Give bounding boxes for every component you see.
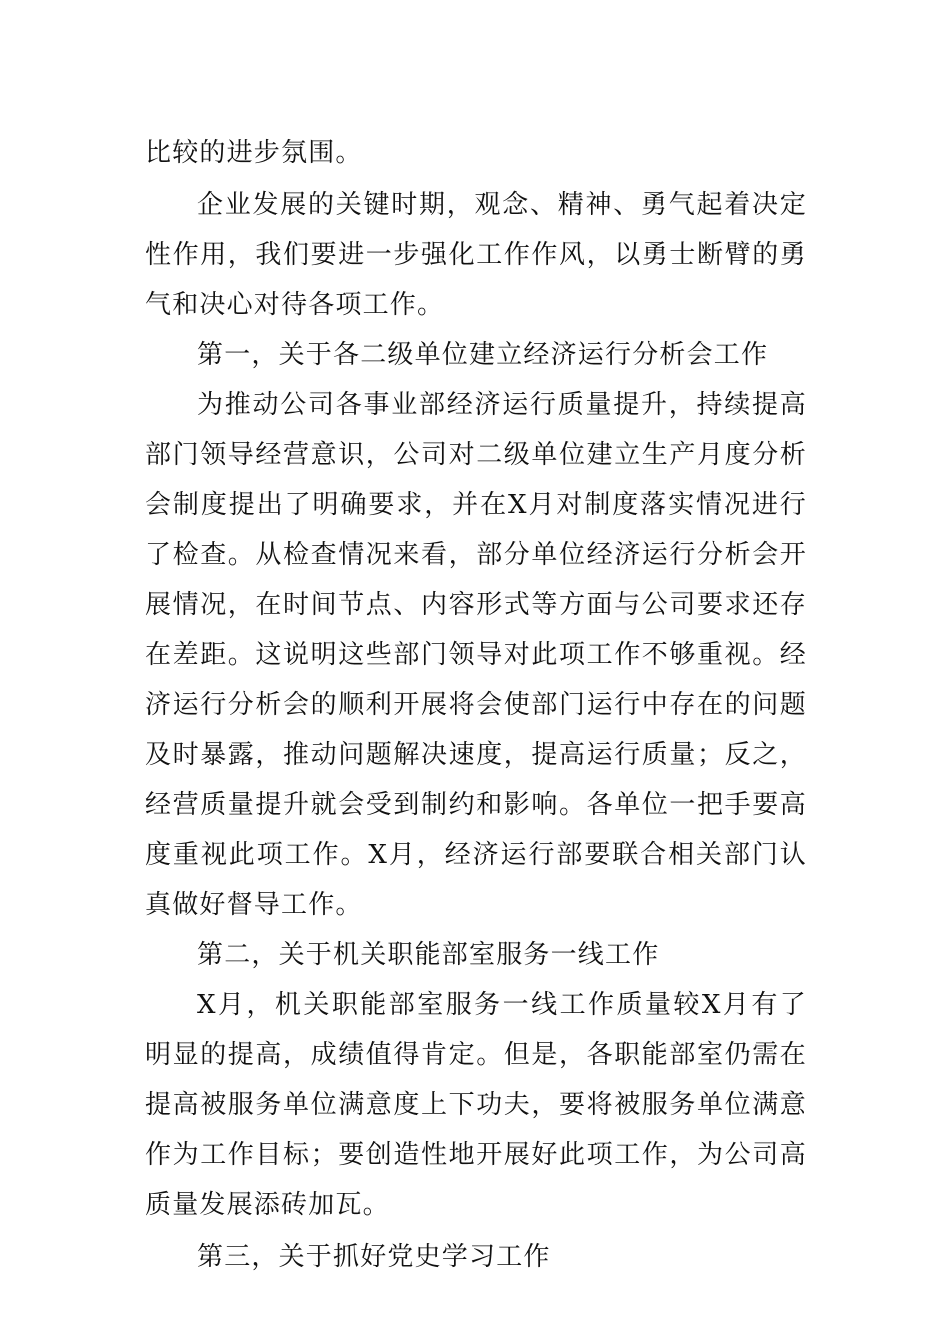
section-heading-2: 第二，关于机关职能部室服务一线工作 xyxy=(197,940,660,970)
section-heading-3: 第三，关于抓好党史学习工作 xyxy=(197,1242,551,1272)
paragraph-4: X月，机关职能部室服务一线工作质量较X月有了明显的提高，成绩值得肯定。但是，各职能部室仍需在提高被服务单位满意度上下功夫，要将被服务单位满意作为工作目标；要创造性地开展好此项工作，为公司高质量发展添砖加瓦。 xyxy=(145,990,807,1220)
paragraph-3: 为推动公司各事业部经济运行质量提升，持续提高部门领导经营意识，公司对二级单位建立生产月度分析会制度提出了明确要求，并在X月对制度落实情况进行了检查。从检查情况来看，部分单位经济运行分析会开展情况，在时间节点、内容形式等方面与公司要求还存在差距。这说明这些部门领导对此项工作不够重视。经济运行分析会的顺利开展将会使部门运行中存在的问题及时暴露，推动问题解决速度，提高运行质量；反之，经营质量提升就会受到制约和影响。各单位一把手要高度重视此项工作。X月，经济运行部要联合相关部门认真做好督导工作。 xyxy=(145,390,807,920)
section-heading-1: 第一，关于各二级单位建立经济运行分析会工作 xyxy=(197,340,769,370)
paragraph-2: 企业发展的关键时期，观念、精神、勇气起着决定性作用，我们要进一步强化工作作风，以勇士断臂的勇气和决心对待各项工作。 xyxy=(145,190,807,320)
paragraph-1: 比较的进步氛围。 xyxy=(145,138,363,168)
document-body xyxy=(145,128,807,1282)
